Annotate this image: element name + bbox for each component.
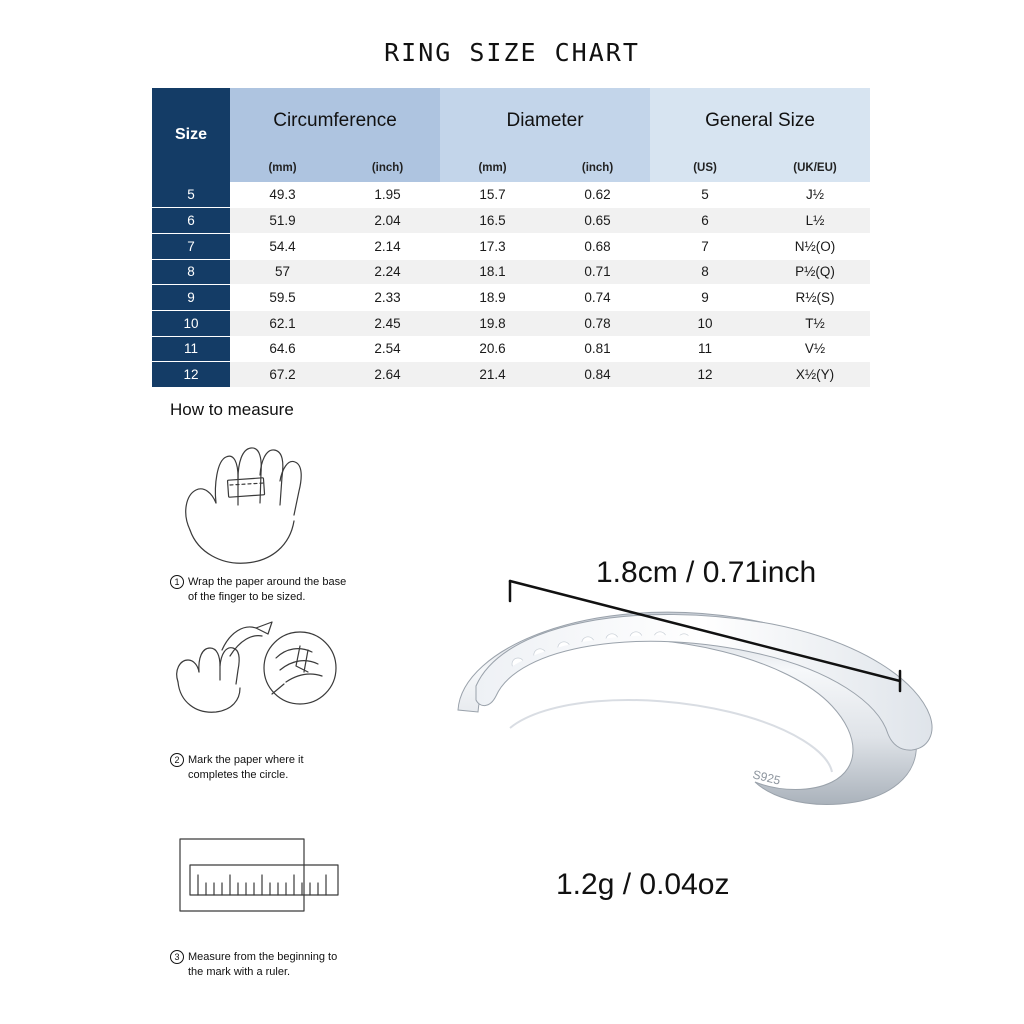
cell-us: 12	[650, 362, 760, 388]
cell-circ-inch: 1.95	[335, 182, 440, 208]
step-2-text: Mark the paper where it completes the circle.	[188, 754, 304, 781]
cell-us: 10	[650, 310, 760, 336]
cell-size: 6	[152, 208, 230, 234]
dimension-label: 1.8cm / 0.71inch	[596, 556, 817, 589]
cell-circ-inch: 2.64	[335, 362, 440, 388]
col-header-size: Size	[152, 88, 230, 182]
step-2	[170, 753, 360, 783]
cell-size: 7	[152, 233, 230, 259]
cell-circ-mm: 64.6	[230, 336, 335, 362]
cell-ukeu: X½(Y)	[760, 362, 870, 388]
cell-circ-mm: 49.3	[230, 182, 335, 208]
cell-us: 5	[650, 182, 760, 208]
cell-ukeu: R½(S)	[760, 285, 870, 311]
cell-circ-mm: 62.1	[230, 310, 335, 336]
cell-dia-inch: 0.65	[545, 208, 650, 234]
cell-dia-mm: 15.7	[440, 182, 545, 208]
page-title: RING SIZE CHART	[384, 38, 640, 67]
cell-us: 9	[650, 285, 760, 311]
cell-dia-mm: 18.1	[440, 259, 545, 285]
cell-dia-inch: 0.68	[545, 233, 650, 259]
cell-dia-inch: 0.71	[545, 259, 650, 285]
cell-circ-mm: 67.2	[230, 362, 335, 388]
cell-dia-inch: 0.74	[545, 285, 650, 311]
table-row	[152, 336, 870, 362]
cell-dia-inch: 0.78	[545, 310, 650, 336]
subheader-ukeu: (UK/EU)	[760, 154, 870, 182]
step-1-text: Wrap the paper around the base of the finger to be sized.	[188, 576, 347, 603]
cell-ukeu: T½	[760, 310, 870, 336]
col-header-general-size: General Size	[650, 88, 870, 154]
cell-size: 11	[152, 336, 230, 362]
col-header-diameter: Diameter	[440, 88, 650, 154]
cell-circ-mm: 59.5	[230, 285, 335, 311]
cell-dia-mm: 18.9	[440, 285, 545, 311]
size-chart-table	[152, 88, 870, 388]
step-1	[170, 575, 360, 605]
ruler-illustration	[168, 833, 348, 933]
table-subheader-row	[152, 154, 870, 182]
cell-circ-inch: 2.24	[335, 259, 440, 285]
subheader-circumference-inch: (inch)	[335, 154, 440, 182]
subheader-us: (US)	[650, 154, 760, 182]
cell-size: 8	[152, 259, 230, 285]
step-1-number: 1	[170, 575, 184, 589]
step-2-number: 2	[170, 753, 184, 767]
cell-circ-mm: 57	[230, 259, 335, 285]
subheader-circumference-mm: (mm)	[230, 154, 335, 182]
cell-size: 5	[152, 182, 230, 208]
cell-dia-mm: 16.5	[440, 208, 545, 234]
cell-ukeu: N½(O)	[760, 233, 870, 259]
table-row	[152, 310, 870, 336]
cell-dia-mm: 21.4	[440, 362, 545, 388]
mark-paper-illustration	[160, 610, 360, 740]
cell-circ-inch: 2.54	[335, 336, 440, 362]
col-header-circumference: Circumference	[230, 88, 440, 154]
table-row	[152, 208, 870, 234]
cell-dia-inch: 0.84	[545, 362, 650, 388]
table-row	[152, 285, 870, 311]
cell-dia-mm: 19.8	[440, 310, 545, 336]
cell-circ-inch: 2.45	[335, 310, 440, 336]
cell-dia-inch: 0.81	[545, 336, 650, 362]
table-row	[152, 259, 870, 285]
cell-circ-inch: 2.14	[335, 233, 440, 259]
cell-circ-inch: 2.04	[335, 208, 440, 234]
cell-ukeu: P½(Q)	[760, 259, 870, 285]
cell-us: 8	[650, 259, 760, 285]
how-to-measure-heading: How to measure	[170, 400, 294, 419]
weight-label: 1.2g / 0.04oz	[556, 868, 730, 901]
table-row	[152, 182, 870, 208]
ring-inner-stamp: S925	[751, 767, 782, 788]
cell-size: 9	[152, 285, 230, 311]
subheader-diameter-inch: (inch)	[545, 154, 650, 182]
table-header-row	[152, 88, 870, 154]
cell-dia-inch: 0.62	[545, 182, 650, 208]
step-3	[170, 950, 360, 980]
cell-ukeu: L½	[760, 208, 870, 234]
cell-size: 10	[152, 310, 230, 336]
cell-circ-mm: 54.4	[230, 233, 335, 259]
cell-ukeu: V½	[760, 336, 870, 362]
cell-circ-mm: 51.9	[230, 208, 335, 234]
subheader-diameter-mm: (mm)	[440, 154, 545, 182]
cell-us: 6	[650, 208, 760, 234]
cell-dia-mm: 20.6	[440, 336, 545, 362]
cell-ukeu: J½	[760, 182, 870, 208]
step-3-number: 3	[170, 950, 184, 964]
cell-size: 12	[152, 362, 230, 388]
cell-us: 11	[650, 336, 760, 362]
cell-us: 7	[650, 233, 760, 259]
hand-with-paper-illustration	[160, 435, 360, 575]
cell-circ-inch: 2.33	[335, 285, 440, 311]
size-chart-table-wrapper	[152, 88, 870, 388]
cell-dia-mm: 17.3	[440, 233, 545, 259]
table-row	[152, 233, 870, 259]
table-row	[152, 362, 870, 388]
step-3-text: Measure from the beginning to the mark with a ruler.	[188, 951, 338, 978]
